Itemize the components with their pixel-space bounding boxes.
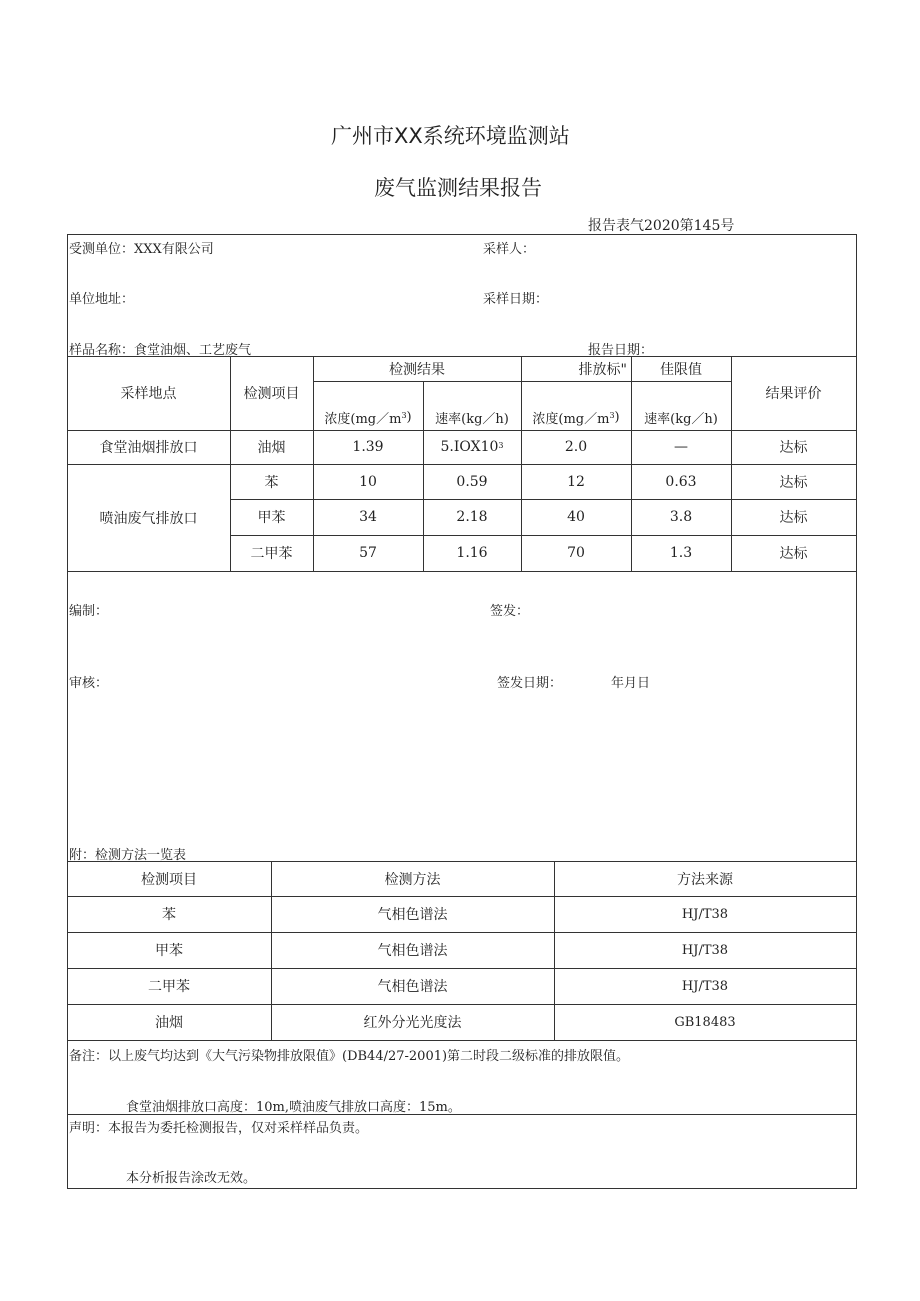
- table-row-rate: 0.59: [456, 473, 488, 490]
- table-row-rate: 1.16: [456, 545, 488, 561]
- table-row-evaluation: 达标: [779, 474, 808, 491]
- table-row-evaluation: 达标: [779, 440, 808, 456]
- issued-by: 签发：: [490, 604, 530, 619]
- rate-exponent: 3: [498, 440, 504, 450]
- table-row-rate: 2.18: [456, 509, 488, 525]
- col-limit-part-b: 佳限值: [660, 361, 702, 378]
- report-number: 报告表气2020第145号: [588, 218, 735, 234]
- table-row-concentration: 34: [359, 509, 377, 525]
- methods-bottom-line: [67, 1040, 857, 1041]
- methods-row-method: 气相色谱法: [377, 907, 448, 923]
- col-concentration: [313, 405, 423, 430]
- table-row-concentration: 57: [359, 545, 377, 561]
- table-row-limit-rate: —: [674, 439, 688, 455]
- table-row-limit-concentration: 2.0: [564, 439, 588, 455]
- reviewed-by: 审核：: [69, 676, 109, 691]
- methods-row-source: GB18483: [674, 1014, 736, 1030]
- issue-date: 签发日期：: [497, 676, 563, 691]
- superscript-3: 3: [609, 411, 615, 420]
- table-row-concentration: 10: [359, 473, 377, 490]
- table-row-limit-rate: 1.3: [669, 545, 693, 561]
- unit-address: 单位地址：: [69, 292, 135, 307]
- methods-col-item: 检测项目: [141, 871, 197, 888]
- table-row-item: 苯: [264, 474, 279, 491]
- remark-line-2: 食堂油烟排放口高度：10m,喷油废气排放口高度：15m。: [126, 1100, 461, 1115]
- methods-row-source: HJ/T38: [681, 942, 729, 958]
- table-row-evaluation: 达标: [779, 546, 808, 562]
- col-rate: 速率(kg／h): [435, 412, 509, 427]
- table-row-item: 甲苯: [257, 510, 286, 526]
- methods-row-method: 气相色谱法: [377, 979, 448, 995]
- table-row-limit-rate: 3.8: [669, 509, 693, 525]
- col-limit-rate: 速率(kg／h): [644, 412, 718, 427]
- col-limit-concentration: [521, 405, 631, 430]
- frame-bottom: [67, 1188, 857, 1189]
- statement-line-1: 声明：本报告为委托检测报告，仅对采样样品负责。: [69, 1121, 369, 1136]
- statement-line-2: 本分析报告涂改无效。: [126, 1171, 257, 1186]
- rate-value: 5.IOX10: [440, 439, 499, 455]
- col-sampling-location: 采样地点: [120, 386, 177, 402]
- remark-line-1: 备注：以上废气均达到《大气污染物排放限值》(DB44/27-2001)第二时段二级标准的排放限值。: [69, 1049, 630, 1064]
- table-row-limit-concentration: 12: [567, 473, 585, 490]
- methods-caption: 附：检测方法一览表: [69, 848, 187, 863]
- report-date: 报告日期：: [588, 343, 654, 358]
- location-spray-exhaust: 喷油废气排放口: [99, 510, 198, 527]
- col-concentration-text: 浓度(mg／m: [324, 412, 402, 427]
- notes-divider: [67, 1114, 857, 1115]
- methods-col-source: 方法来源: [677, 871, 733, 888]
- report-title: 废气监测结果报告: [374, 176, 542, 200]
- col-limit-concentration-text: 浓度(mg／m: [532, 412, 610, 427]
- table-row-item: 二甲苯: [250, 546, 293, 562]
- col-test-item: 检测项目: [243, 386, 300, 402]
- methods-row-item: 二甲苯: [148, 979, 190, 995]
- methods-col-method: 检测方法: [384, 871, 441, 888]
- methods-row-source: HJ/T38: [681, 906, 729, 922]
- results-subheader-line: [313, 381, 731, 382]
- methods-row-item: 苯: [162, 907, 176, 923]
- frame-top: [67, 234, 857, 235]
- col-detection-results: 检测结果: [389, 361, 445, 378]
- col-result-evaluation: 结果评价: [765, 386, 822, 402]
- superscript-3: 3: [401, 411, 407, 420]
- sampling-date: 采样日期：: [483, 292, 549, 307]
- frame-right: [856, 234, 857, 1189]
- station-name: 广州市XX系统环境监测站: [331, 124, 570, 148]
- methods-row-item: 油烟: [155, 1015, 183, 1031]
- sampler: 采样人：: [483, 242, 536, 257]
- sample-name: 样品名称：食堂油烟、工艺废气: [69, 343, 252, 358]
- table-row-rate: [423, 430, 521, 464]
- location-kitchen-exhaust: 食堂油烟排放口: [99, 440, 198, 456]
- table-row-item: 油烟: [257, 440, 286, 456]
- methods-row-item: 甲苯: [155, 943, 183, 959]
- tested-unit: 受测单位：XXX有限公司: [69, 242, 214, 257]
- col-limit-part-a: 排放标": [578, 361, 627, 378]
- methods-row-method: 红外分光光度法: [363, 1015, 462, 1031]
- compiled-by: 编制：: [69, 604, 109, 619]
- results-bottom-line: [67, 571, 857, 572]
- table-row-limit-concentration: 40: [567, 509, 585, 525]
- methods-row-source: HJ/T38: [681, 978, 729, 994]
- methods-row-method: 气相色谱法: [377, 943, 448, 959]
- table-row-evaluation: 达标: [779, 510, 808, 526]
- issue-date-ymd: 年月日: [611, 676, 651, 691]
- table-row-concentration: 1.39: [352, 439, 384, 455]
- close-paren: ): [614, 410, 620, 425]
- table-row-limit-concentration: 70: [567, 545, 585, 561]
- close-paren: ): [406, 410, 412, 425]
- table-row-limit-rate: 0.63: [665, 473, 697, 490]
